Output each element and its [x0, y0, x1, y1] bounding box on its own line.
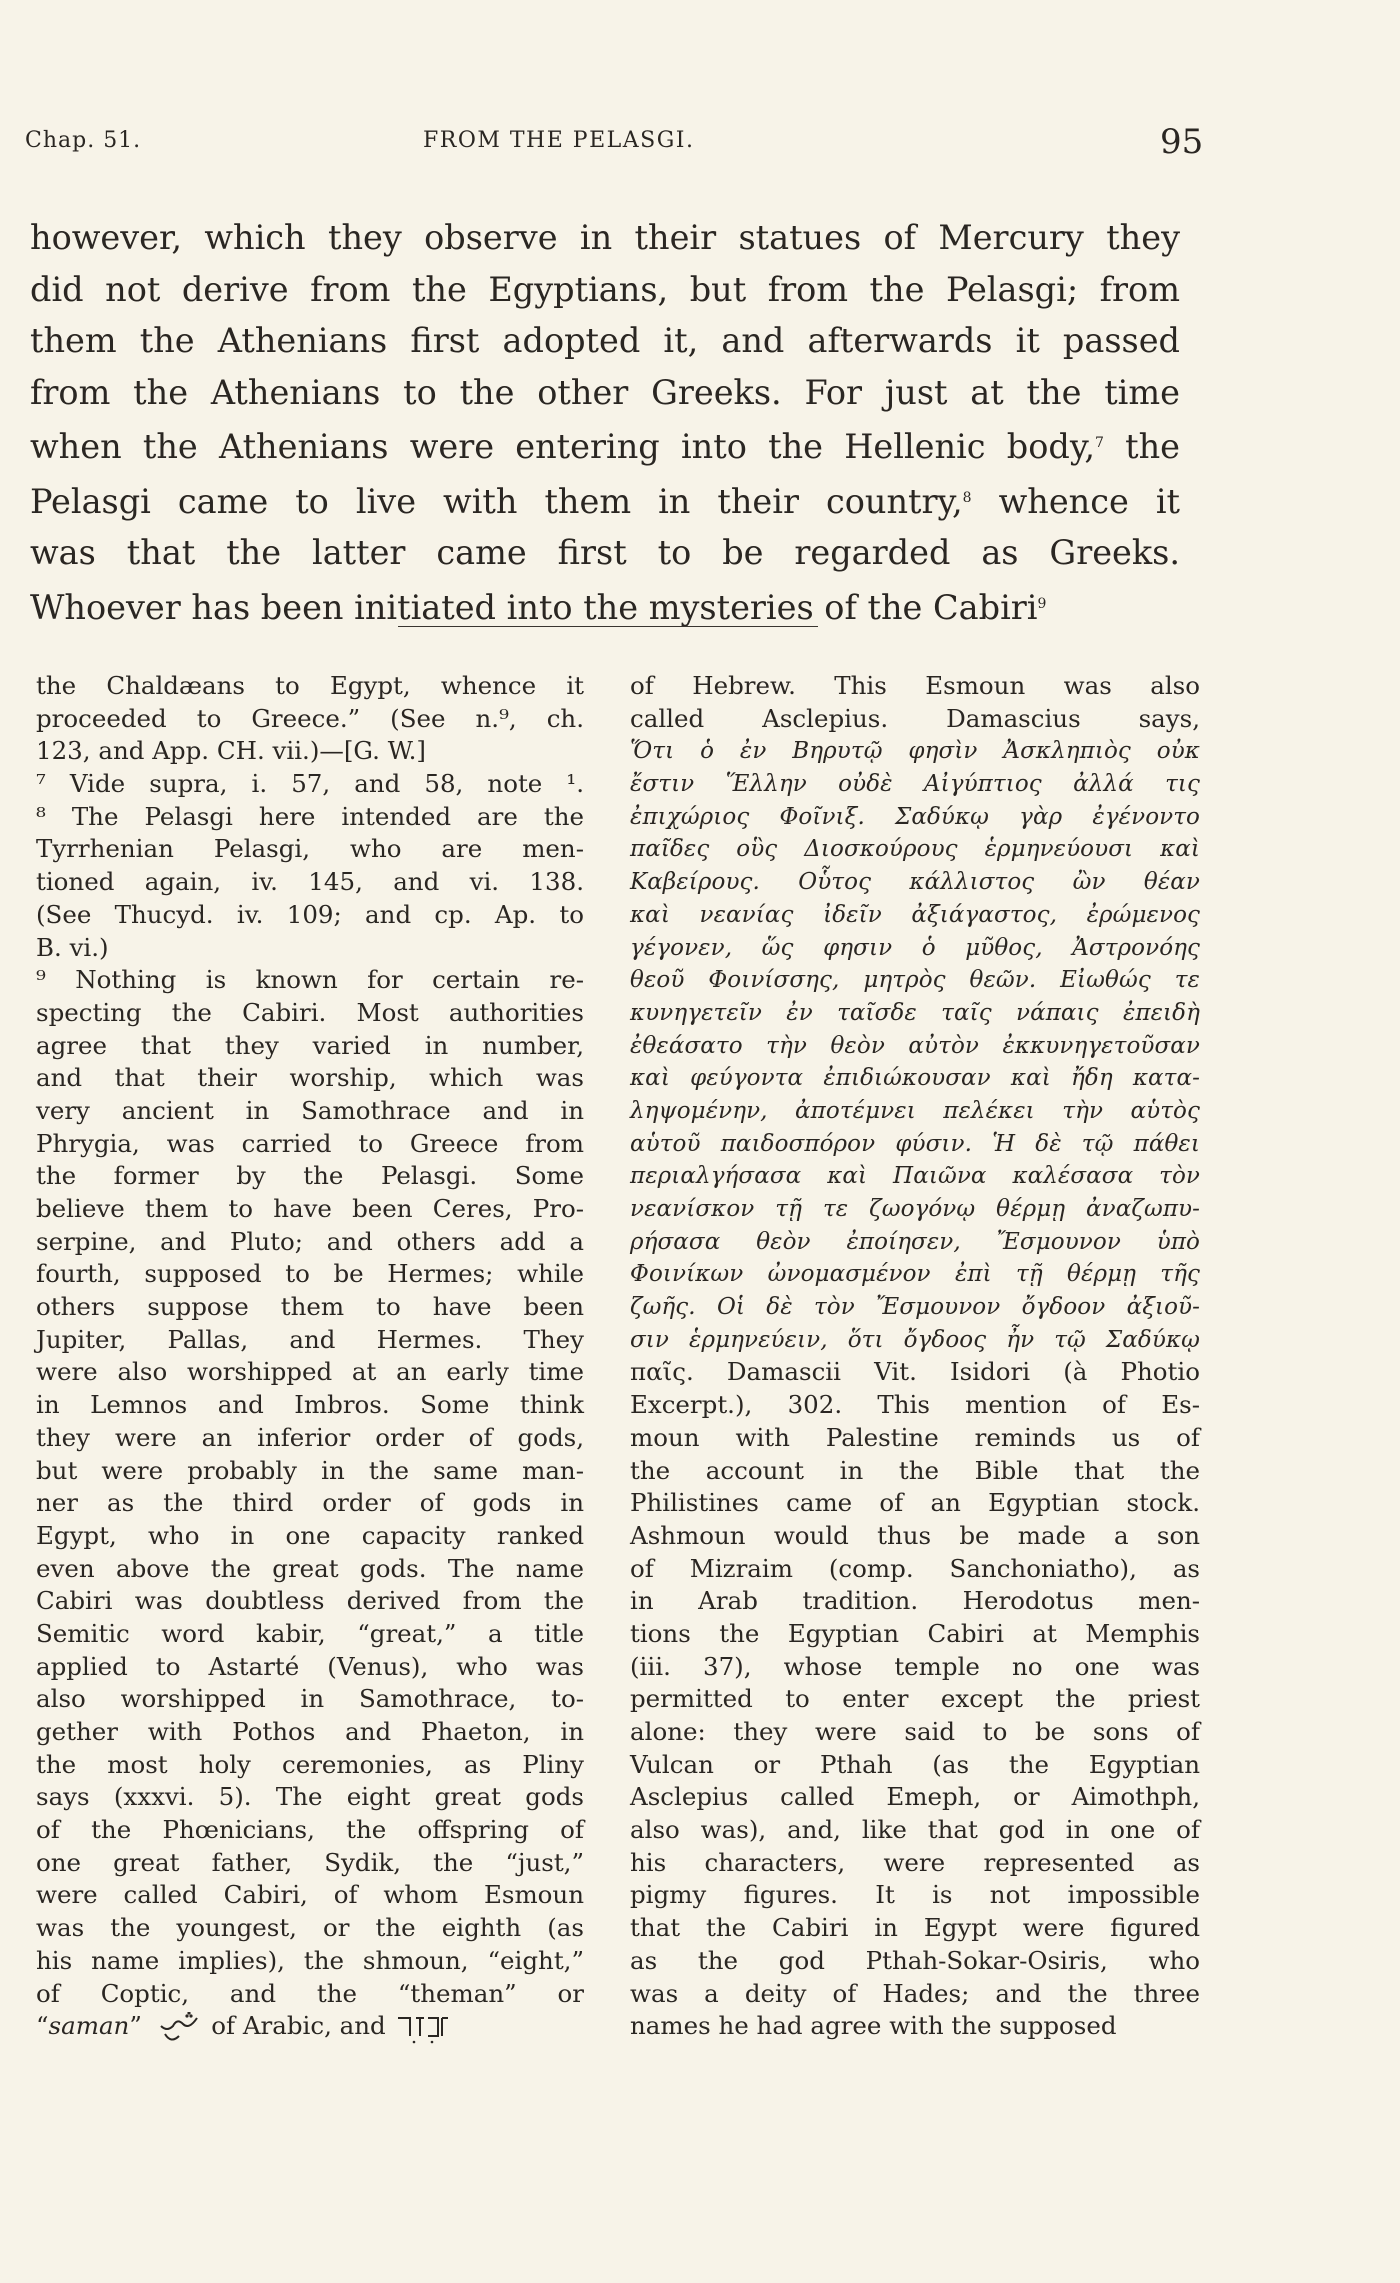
footnote-line: proceeded to Greece.” (See n.⁹, ch. [36, 703, 584, 733]
body-line-text: when the Athenians were entering into the Hellenic body, [30, 427, 1095, 466]
footnote-line: his characters, were represented as [630, 1847, 1200, 1877]
footnote-line: moun with Palestine reminds us of [630, 1422, 1200, 1452]
body-line [30, 579, 1180, 634]
footnote-line: also worshipped in Samothrace, to- [36, 1684, 584, 1714]
footnote-line: “saman” of Arabic, and [36, 2010, 584, 2043]
running-title: FROM THE PELASGI. [423, 128, 695, 153]
footnote-line: were also worshipped at an early time [36, 1357, 584, 1387]
footnote-line: αὑτοῦ παιδοσπόρον φύσιν. Ἡ δὲ τῷ πάθει [630, 1130, 1200, 1157]
footnote-line: Jupiter, Pallas, and Hermes. They [36, 1324, 584, 1354]
footnote-line: Semitic word kabir, “great,” a title [36, 1618, 584, 1648]
footnote-line: fourth, supposed to be Hermes; while [36, 1259, 584, 1289]
footnote-line: 123, and App. CH. vii.)—[G. W.] [36, 736, 426, 766]
footnote-line: they were an inferior order of gods, [36, 1422, 584, 1452]
footnote-line: νεανίσκον τῇ τε ζωογόνῳ θέρμῃ ἀναζωπυ- [630, 1196, 1200, 1222]
footnote-line: Tyrrhenian Pelasgi, who are men- [36, 834, 584, 864]
footnote-line: tioned again, iv. 145, and vi. 138. [36, 867, 584, 897]
footnote-line: the most holy ceremonies, as Pliny [36, 1749, 584, 1779]
footnote-line: παῖς. Damascii Vit. Isidori (à Photio [630, 1357, 1200, 1387]
body-line [30, 418, 1180, 473]
body-line: however, which they observe in their statues of Mercury they [30, 218, 1180, 257]
body-line: them the Athenians first adopted it, and afterwards it passed [30, 321, 1180, 360]
footnote-line: in Arab tradition. Herodotus men- [630, 1586, 1200, 1616]
footnote-line: καὶ νεανίας ἰδεῖν ἀξιάγαστος, ἐρώμενος [630, 901, 1200, 928]
footnote-line: Cabiri was doubtless derived from the [36, 1586, 584, 1616]
footnote-line: permitted to enter except the priest [630, 1684, 1200, 1714]
footnote-line: also was), and, like that god in one of [630, 1815, 1200, 1845]
footnote-line: pigmy figures. It is not impossible [630, 1880, 1200, 1910]
footnote-line: ἐθεάσατο τὴν θεὸν αὐτὸν ἐκκυνηγετοῦσαν [630, 1032, 1200, 1059]
footnote-line: of Hebrew. This Esmoun was also [630, 671, 1200, 700]
body-line-text: Whoever has been initiated into the mysteries of the Cabiri [30, 587, 1038, 627]
body-line-text: Pelasgi came to live with them in their country, [30, 481, 963, 521]
body-line [30, 473, 1180, 528]
footnote-line: παῖδες οὓς Διοσκούρους ἑρμηνεύουσι καὶ [630, 836, 1200, 863]
footnote-divider [398, 626, 818, 627]
footnote-line: and that their worship, which was [36, 1063, 584, 1093]
footnote-line: was the youngest, or the eighth (as [36, 1913, 584, 1943]
footnote-line: the account in the Bible that the [630, 1455, 1200, 1485]
footnote-line: very ancient in Samothrace and in [36, 1095, 584, 1125]
footnote-line: was a deity of Hades; and the three [630, 1978, 1200, 2008]
running-head [25, 122, 1204, 168]
footnote-line: (See Thucyd. iv. 109; and cp. Ap. to [36, 899, 584, 929]
footnote-line: ἔστιν Ἕλλην οὐδὲ Αἰγύπτιος ἀλλά τις [630, 771, 1200, 798]
footnote-line: κυνηγετεῖν ἐν ταῖσδε ταῖς νάπαις ἐπειδὴ [630, 999, 1200, 1026]
footnote-line: of Mizraim (comp. Sanchoniatho), as [630, 1553, 1200, 1583]
footnote-line: called Asclepius. Damascius says, [630, 703, 1200, 733]
footnotes-right-column [630, 670, 1200, 2043]
footnote-line: one great father, Sydik, the “just,” [36, 1847, 584, 1877]
footnote-ref-9[interactable]: 9 [1037, 595, 1047, 612]
footnote-line: serpine, and Pluto; and others add a [36, 1226, 584, 1256]
footnote-line: but were probably in the same man- [36, 1455, 584, 1485]
footnote-line: καὶ φεύγοντα ἐπιδιώκουσαν καὶ ἤδη κατα- [630, 1065, 1200, 1092]
footnote-line: even above the great gods. The name [36, 1553, 584, 1583]
footnote-line: ἐπιχώριος Φοῖνιξ. Σαδύκῳ γὰρ ἐγένοντο [630, 803, 1200, 830]
hebrew-script-glyph [394, 2012, 450, 2040]
arabic-script-glyph [157, 2012, 203, 2040]
footnote-line: of the Phœnicians, the offspring of [36, 1815, 584, 1845]
footnote-line: his name implies), the shmoun, “eight,” [36, 1945, 584, 1975]
footnote-line: in Lemnos and Imbros. Some think [36, 1390, 584, 1420]
body-line-text: whence it [971, 481, 1180, 521]
footnote-line: Phrygia, was carried to Greece from [36, 1128, 584, 1158]
footnote-line: alone: they were said to be sons of [630, 1717, 1200, 1746]
body-line: was that the latter came first to be regarded as Greeks. [30, 533, 1180, 572]
footnote-line: believe them to have been Ceres, Pro- [36, 1194, 584, 1223]
footnote-line: Excerpt.), 302. This mention of Es- [630, 1390, 1200, 1420]
footnote-line: of Coptic, and the “theman” or [36, 1978, 584, 2008]
page-number: 95 [1160, 122, 1204, 162]
footnote-line: (iii. 37), whose temple no one was [630, 1651, 1200, 1681]
chapter-label: Chap. 51. [25, 128, 142, 153]
body-line: did not derive from the Egyptians, but from the Pelasgi; from [30, 269, 1180, 309]
footnote-line: that the Cabiri in Egypt were figured [630, 1913, 1200, 1943]
footnotes-left-column [36, 670, 584, 2043]
footnote-line: as the god Pthah-Sokar-Osiris, who [630, 1945, 1200, 1975]
footnote-line: γέγονεν, ὥς φησιν ὁ μῦθος, Ἀστρονόης [630, 934, 1200, 961]
footnote-line: the former by the Pelasgi. Some [36, 1161, 584, 1191]
italic-word-saman: saman [48, 2011, 130, 2041]
footnote-line: names he had agree with the supposed [630, 2011, 1117, 2041]
footnote-line: ζωῆς. Οἱ δὲ τὸν Ἔσμουνον ὄγδοον ἀξιοῦ- [630, 1294, 1200, 1321]
body-line: from the Athenians to the other Greeks. For just at the time [30, 372, 1180, 412]
footnote-line: Ashmoun would thus be made a son [630, 1520, 1200, 1550]
footnote-line: Καβείρους. Οὗτος κάλλιστος ὢν θέαν [630, 869, 1200, 896]
footnote-line: Egypt, who in one capacity ranked [36, 1520, 584, 1550]
footnote-line: specting the Cabiri. Most authorities [36, 997, 584, 1027]
footnote-line: ner as the third order of gods in [36, 1488, 584, 1518]
footnote-line: the Chaldæans to Egypt, whence it [36, 671, 584, 700]
footnote-line: were called Cabiri, of whom Esmoun [36, 1880, 584, 1910]
footnote-line: ρήσασα θεὸν ἐποίησεν, Ἔσμουνον ὑπὸ [630, 1228, 1200, 1255]
footnote-line: tions the Egyptian Cabiri at Memphis [630, 1618, 1200, 1648]
footnote-line: περιαλγήσασα καὶ Παιῶνα καλέσασα τὸν [630, 1163, 1200, 1190]
footnote-ref-8[interactable]: 8 [962, 489, 972, 506]
footnote-line: Vulcan or Pthah (as the Egyptian [630, 1749, 1200, 1779]
footnote-line: others suppose them to have been [36, 1292, 584, 1322]
footnote-line: says (xxxvi. 5). The eight great gods [36, 1782, 584, 1812]
footnote-line: ⁹ Nothing is known for certain re- [36, 965, 584, 995]
footnote-line: B. vi.) [36, 932, 109, 962]
footnote-line: Ὅτι ὁ ἐν Βηρυτῷ φησὶν Ἀσκληπιὸς οὐκ [630, 738, 1200, 765]
footnote-line: ⁸ The Pelasgi here intended are the [36, 801, 584, 831]
footnote-line: applied to Astarté (Venus), who was [36, 1651, 584, 1681]
body-line-text: the [1103, 427, 1180, 466]
main-text [30, 212, 1180, 633]
footnote-line: θεοῦ Φοινίσσης, μητρὸς θεῶν. Εἰωθώς τε [630, 967, 1200, 994]
footnote-line: ληψομένην, ἀποτέμνει πελέκει τὴν αὑτὸς [630, 1097, 1200, 1124]
footnote-line: Philistines came of an Egyptian stock. [630, 1488, 1200, 1518]
footnote-line: σιν ἑρμηνεύειν, ὅτι ὄγδοος ἦν τῷ Σαδύκῳ [630, 1326, 1200, 1353]
footnote-line: gether with Pothos and Phaeton, in [36, 1717, 584, 1746]
footnote-line: ⁷ Vide supra, i. 57, and 58, note ¹. [36, 769, 584, 799]
footnote-ref-7[interactable]: 7 [1094, 435, 1104, 451]
footnote-line: Φοινίκων ὠνομασμένον ἐπὶ τῇ θέρμῃ τῆς [630, 1261, 1200, 1288]
footnote-line: Asclepius called Emeph, or Aimothph, [630, 1782, 1200, 1812]
footnote-line: agree that they varied in number, [36, 1030, 584, 1060]
